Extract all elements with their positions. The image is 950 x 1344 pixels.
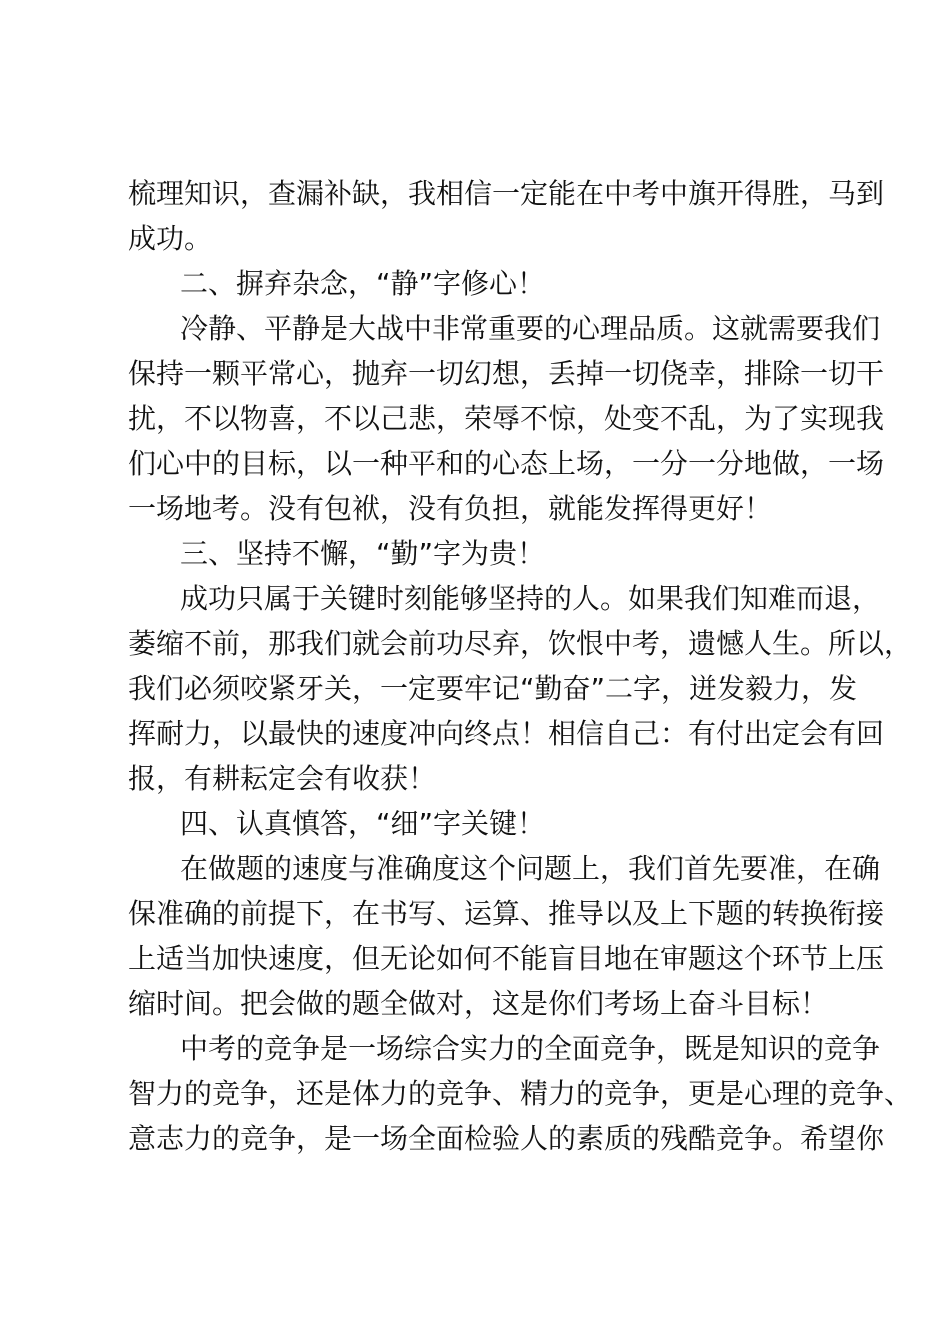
text-line: 挥耐力，以最快的速度冲向终点！相信自己：有付出定会有回 (128, 717, 885, 750)
text-line: 冷静、平静是大战中非常重要的心理品质。这就需要我们 (180, 312, 881, 345)
text-line: 意志力的竞争，是一场全面检验人的素质的残酷竞争。希望你 (128, 1122, 885, 1155)
text-line: 一场地考。没有包袱，没有负担，就能发挥得更好！ (128, 492, 773, 525)
text-line: 我们必须咬紧牙关，一定要牢记“勤奋”二字，迸发毅力，发 (128, 672, 858, 705)
text-line: 上适当加快速度，但无论如何不能盲目地在审题这个环节上压 (128, 942, 885, 975)
text-line: 二、摒弃杂念，“静”字修心！ (180, 267, 546, 300)
text-line: 三、坚持不懈，“勤”字为贵！ (180, 537, 546, 570)
text-line: 扰，不以物喜，不以己悲，荣辱不惊，处变不乱，为了实现我 (128, 402, 885, 435)
text-line: 在做题的速度与准确度这个问题上，我们首先要准，在确 (180, 852, 881, 885)
text-line: 智力的竞争，还是体力的竞争、精力的竞争，更是心理的竞争、 (128, 1077, 913, 1110)
document-body (128, 171, 913, 1161)
text-line: 四、认真慎答，“细”字关键！ (180, 807, 546, 840)
text-line: 成功。 (128, 222, 213, 255)
text-line: 们心中的目标，以一种平和的心态上场，一分一分地做，一场 (128, 447, 885, 480)
text-line: 萎缩不前，那我们就会前功尽弃，饮恨中考，遗憾人生。所以， (128, 627, 913, 660)
text-line: 成功只属于关键时刻能够坚持的人。如果我们知难而退， (180, 582, 881, 615)
text-line: 报，有耕耘定会有收获！ (128, 762, 437, 795)
text-line: 保准确的前提下，在书写、运算、推导以及上下题的转换衔接 (128, 897, 885, 930)
text-line: 中考的竞争是一场综合实力的全面竞争，既是知识的竞争 (180, 1032, 881, 1065)
text-line: 梳理知识，查漏补缺，我相信一定能在中考中旗开得胜，马到 (128, 177, 885, 210)
text-line: 缩时间。把会做的题全做对，这是你们考场上奋斗目标！ (128, 987, 829, 1020)
text-line: 保持一颗平常心，抛弃一切幻想，丢掉一切侥幸，排除一切干 (128, 357, 885, 390)
